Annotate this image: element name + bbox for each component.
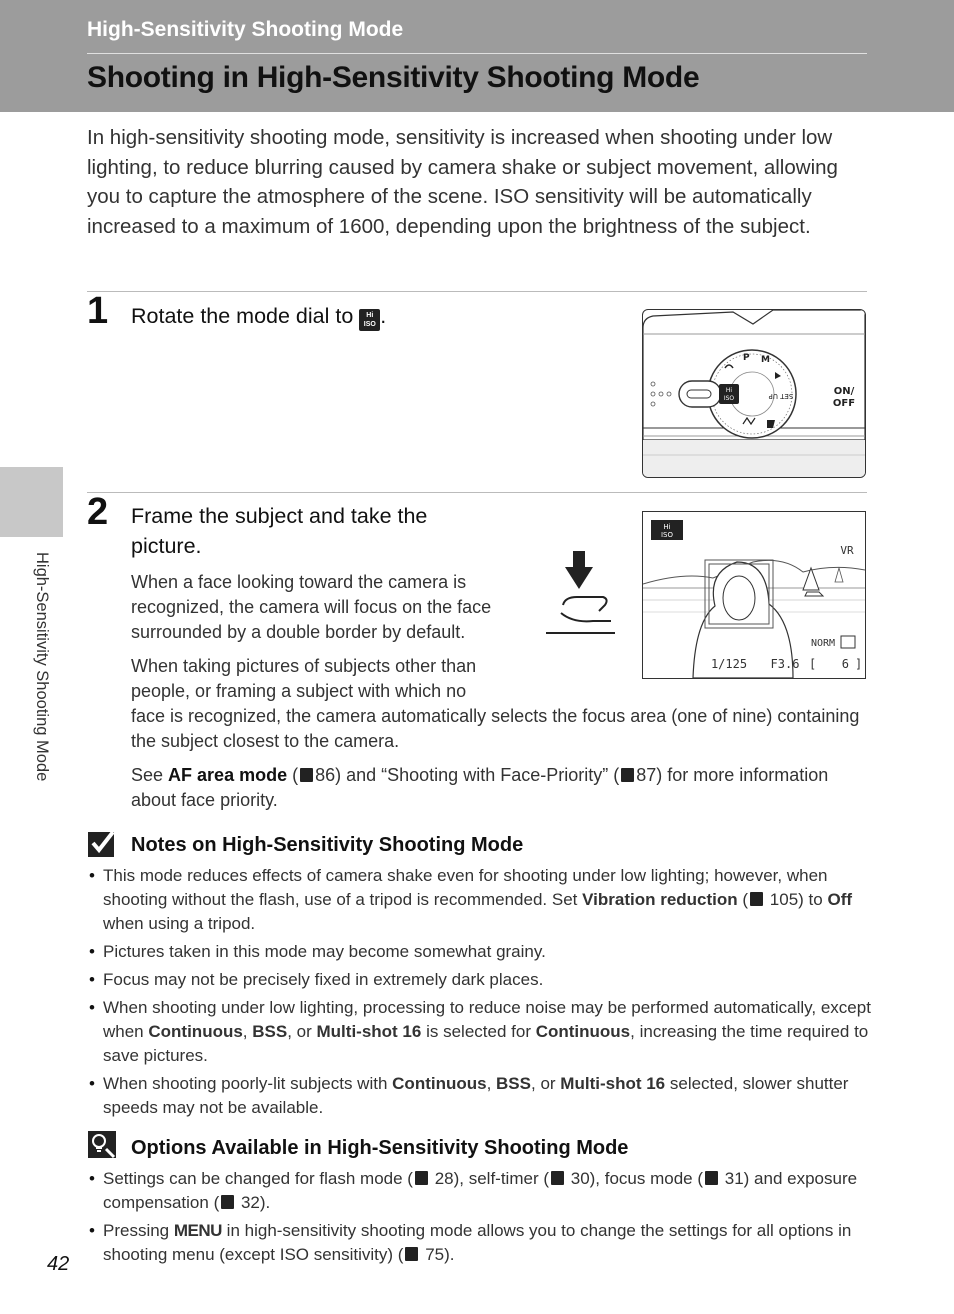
- divider: [87, 291, 867, 292]
- aperture-value: F3.6: [770, 657, 800, 671]
- svg-text:ON/: ON/: [833, 386, 855, 397]
- page-ref-icon: [415, 1171, 428, 1185]
- step2-heading: Frame the subject and take the picture.: [131, 504, 428, 558]
- divider: [87, 492, 867, 493]
- image-mode-indicator: NORM: [810, 638, 836, 649]
- af-area-mode-term: AF area mode: [168, 765, 288, 785]
- side-tab-label: High-Sensitivity Shooting Mode: [33, 552, 51, 782]
- shutter-speed: 1/125: [710, 657, 748, 671]
- page-ref-icon: [221, 1195, 234, 1209]
- list-item: • Focus may not be precisely fixed in extremely dark places.: [87, 968, 872, 992]
- step1-instruction: Rotate the mode dial to Hi ISO .: [131, 301, 386, 331]
- svg-text:M: M: [761, 355, 770, 365]
- dial-iso-label: ISO: [723, 395, 735, 402]
- caution-icon: [88, 830, 118, 858]
- options-heading: Options Available in High-Sensitivity Shooting Mode: [131, 1137, 629, 1159]
- tip-icon: [88, 1131, 118, 1159]
- screen-iso-label: ISO: [660, 531, 674, 539]
- options-list: [87, 1167, 872, 1271]
- svg-text:OFF: OFF: [832, 398, 856, 409]
- page-ref-icon: [405, 1247, 418, 1261]
- side-tab: [0, 467, 63, 537]
- page-ref-icon: [621, 768, 634, 782]
- list-item: • When shooting under low lighting, processing to reduce noise may be performed automatically, except when Continuous, BSS, or Multi-shot 16 is selected for Continuous, increasing the time required to save pictures.: [87, 996, 872, 1068]
- svg-text:[: [: [809, 657, 817, 671]
- page-ref-icon: [300, 768, 313, 782]
- list-item: • Settings can be changed for flash mode ( 28), self-timer ( 30), focus mode ( 31) and exposure compensation ( 32).: [87, 1167, 872, 1215]
- list-item: • Pictures taken in this mode may become somewhat grainy.: [87, 940, 872, 964]
- vr-indicator: VR: [840, 544, 854, 557]
- section-title: High-Sensitivity Shooting Mode: [87, 18, 404, 41]
- list-item: • When shooting poorly-lit subjects with Continuous, BSS, or Multi-shot 16 selected, slower shutter speeds may not be available.: [87, 1072, 872, 1120]
- page-number: 42: [47, 1253, 70, 1275]
- dial-setup-label: SET UP: [768, 392, 794, 400]
- step2-para1: When a face looking toward the camera is recognized, the camera will focus on the face surrounded by a double border by default.: [131, 572, 492, 642]
- shutter-press-icon: [543, 551, 618, 636]
- hi-iso-mode-icon: Hi ISO: [359, 309, 380, 331]
- intro-paragraph: In high-sensitivity shooting mode, sensitivity is increased when shooting under low lighting, to reduce blurring caused by camera shake or subject movement, allowing you to capture the atmosphere of the scene. ISO sensitivity will be automatically increased to a maximum of 1600, depending upon the brightness of the subject.: [87, 126, 838, 238]
- step-number: 1: [87, 290, 109, 332]
- svg-text:]: ]: [855, 657, 863, 671]
- svg-text:P: P: [743, 353, 750, 363]
- header-divider: [87, 53, 867, 54]
- notes-heading: Notes on High-Sensitivity Shooting Mode: [131, 834, 524, 856]
- menu-button-glyph: MENU: [173, 1221, 222, 1240]
- screen-hi-label: Hi: [663, 523, 671, 531]
- page-ref-icon: [750, 892, 763, 906]
- page-ref-icon: [705, 1171, 718, 1185]
- step-number: 2: [87, 491, 109, 533]
- step1-text: Rotate the mode dial to: [131, 304, 354, 328]
- mode-dial-illustration: [642, 309, 866, 478]
- list-item: • Pressing MENU in high-sensitivity shooting mode allows you to change the settings for all options in shooting menu (except ISO sensitivity) ( 75).: [87, 1219, 872, 1267]
- page-ref-icon: [551, 1171, 564, 1185]
- list-item: • This mode reduces effects of camera shake even for shooting under low lighting; however, when shooting without the flash, use of a tripod is recommended. Set Vibration reduction ( 105) to Off when using a tripod.: [87, 864, 872, 936]
- camera-screen-illustration: [642, 511, 866, 679]
- chapter-header: [0, 0, 954, 112]
- notes-list: [87, 864, 872, 1124]
- dial-hi-label: Hi: [725, 387, 733, 394]
- step2-para3: See AF area mode ( 86) and “Shooting with Face-Priority” ( 87) for more information about face priority.: [131, 765, 829, 810]
- page-title: Shooting in High-Sensitivity Shooting Mode: [87, 61, 700, 94]
- remaining-exposures: 6: [841, 657, 849, 671]
- step2-para2: When taking pictures of subjects other than people, or framing a subject with which no face is recognized, the camera automatically selects the focus area (one of nine) containing the subject closest to the camera.: [131, 656, 860, 751]
